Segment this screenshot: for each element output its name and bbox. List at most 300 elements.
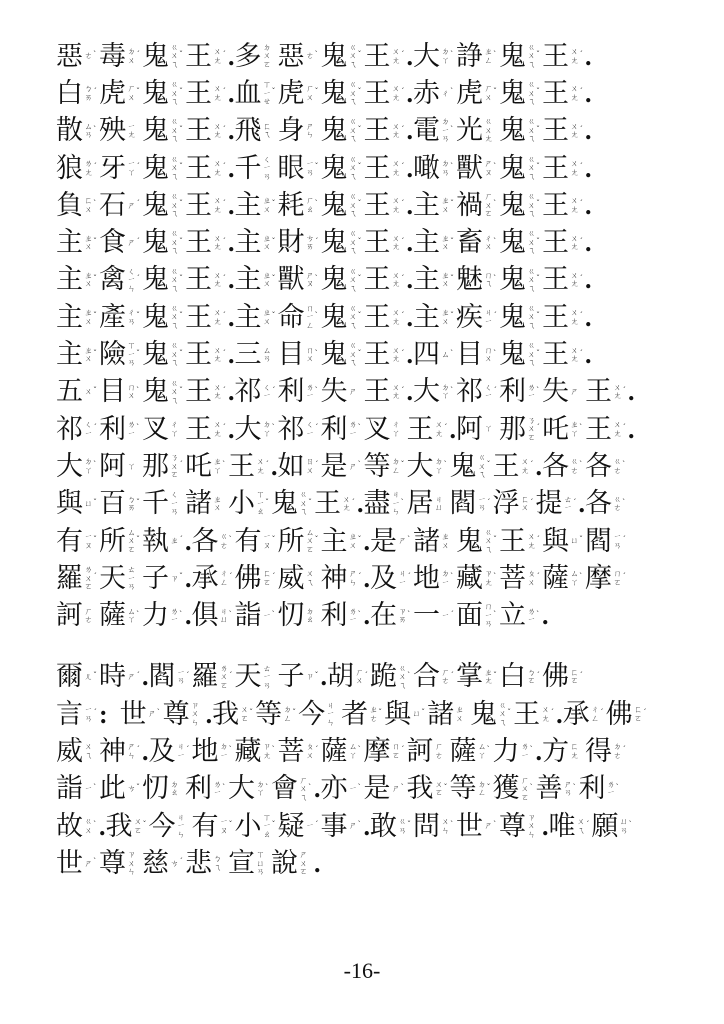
annotated-character [321, 448, 364, 485]
zhuyin-annotation [484, 85, 498, 102]
annotated-character [499, 560, 542, 597]
han-character: 王 [542, 227, 569, 259]
tone-mark: ˋ [179, 609, 183, 619]
han-character: 王 [542, 339, 569, 371]
zhuyin-symbols: ㄨ ㄤ [570, 47, 579, 65]
zhuyin-annotation [484, 160, 498, 177]
tone-mark: ˇ [357, 50, 362, 60]
han-character: 各 [191, 525, 219, 557]
han-character: 忉 [277, 600, 305, 632]
tone-mark: ˊ [536, 535, 540, 544]
zhuyin-annotation [392, 235, 406, 252]
period-punctuation: . [185, 601, 192, 631]
zhuyin-annotation [306, 570, 320, 587]
tone-mark: ˊ [400, 124, 405, 134]
zhuyin-symbols: ㄏ ㄜ [441, 667, 450, 686]
period-punctuation: . [406, 190, 413, 220]
zhuyin-symbols: ㄍ ㄨ ㄟ [170, 154, 179, 181]
tone-mark: ˋ [93, 857, 97, 867]
annotated-character [99, 150, 142, 187]
zhuyin-annotation [134, 818, 148, 835]
tone-mark: ˋ [314, 273, 319, 283]
zhuyin-symbols: ㄉ ㄧ ㄢ [441, 117, 450, 144]
tone-mark: ˊ [185, 745, 190, 755]
tone-mark: ˇ [179, 385, 183, 395]
tone-mark: ˋ [407, 535, 411, 544]
tone-mark: ˋ [529, 782, 534, 792]
annotated-character [585, 486, 628, 523]
han-character: 地 [413, 562, 440, 594]
zhuyin-annotation [527, 81, 541, 107]
zhuyin-annotation [213, 855, 227, 872]
tone-mark: ˋ [314, 199, 319, 209]
zhuyin-annotation [84, 566, 98, 592]
tone-mark: ˊ [93, 87, 97, 97]
tone-mark: ˊ [529, 460, 534, 470]
tone-mark: ˇ [357, 87, 362, 97]
annotated-character [585, 448, 628, 485]
zhuyin-symbols: ㄨ ㄤ [570, 270, 579, 289]
han-character: 主 [234, 227, 262, 259]
zhuyin-symbols: ㄨ ㄤ [213, 196, 222, 214]
zhuyin-symbols: ㄙ [441, 349, 450, 359]
period-punctuation: . [406, 153, 413, 183]
zhuyin-symbols: ㄔ ㄨ [484, 233, 493, 252]
annotated-character [235, 374, 278, 411]
zhuyin-annotation [84, 497, 98, 509]
zhuyin-symbols: ㄏ ㄨ [355, 667, 364, 686]
zhuyin-annotation [570, 458, 584, 475]
zhuyin-annotation [213, 781, 227, 798]
zhuyin-symbols: ㄕ ㄡ [306, 270, 314, 289]
tone-mark: ˇ [93, 311, 97, 321]
zhuyin-annotation [84, 782, 98, 794]
zhuyin-symbols: ㄓ ㄜ [369, 705, 378, 723]
tone-mark: ˋ [622, 460, 626, 470]
tone-mark: ˇ [493, 535, 497, 544]
han-character: 薩 [99, 600, 126, 632]
zhuyin-symbols: ㄨ ㄤ [392, 270, 400, 289]
period-punctuation: . [228, 190, 235, 220]
zhuyin-symbols: ㄍ ㄨ ㄟ [527, 266, 536, 293]
tone-mark: ˊ [136, 50, 140, 60]
zhuyin-annotation [570, 48, 584, 65]
annotated-character [99, 38, 142, 75]
han-character: 說 [271, 847, 298, 879]
tone-mark: ˊ [536, 670, 540, 680]
zhuyin-annotation [521, 496, 535, 513]
zhuyin-symbols: ㄉ ㄚ [256, 779, 265, 798]
zhuyin-symbols: ㄨ [84, 387, 93, 397]
zhuyin-symbols: ㄌ ㄧ [349, 420, 357, 438]
annotated-character [499, 523, 542, 560]
han-character: 今 [148, 810, 176, 842]
han-character: 叉 [142, 413, 169, 445]
annotated-character [321, 113, 364, 150]
tone-mark: ˊ [622, 423, 626, 433]
han-character: 鬼 [499, 227, 526, 259]
zhuyin-symbols: ㄨ ㄤ [213, 233, 222, 252]
zhuyin-symbols: ㄏ ㄨ ㄛ [521, 775, 529, 802]
annotated-character [542, 225, 585, 262]
zhuyin-annotation [478, 781, 492, 798]
period-punctuation: . [228, 265, 235, 295]
annotated-character [542, 337, 585, 374]
tone-mark: ˊ [222, 311, 226, 321]
tone-mark: ˊ [185, 670, 190, 680]
zhuyin-annotation [170, 118, 184, 144]
zhuyin-annotation [349, 342, 363, 368]
tone-mark: ˊ [400, 236, 405, 246]
zhuyin-symbols: ㄧ ㄡ [84, 532, 93, 550]
annotated-character [493, 448, 536, 485]
annotated-character [499, 187, 542, 224]
tone-mark: ˋ [536, 385, 540, 395]
zhuyin-symbols: ㄧ ㄡ [220, 817, 228, 835]
han-character: 世 [456, 810, 483, 842]
zhuyin-symbols: ㄕ [349, 821, 357, 831]
zhuyin-annotation [263, 309, 277, 326]
zhuyin-annotation [570, 537, 584, 546]
annotated-character [413, 187, 456, 224]
tone-mark: ˇ [400, 460, 405, 470]
zhuyin-annotation [220, 570, 234, 587]
annotated-character [235, 808, 278, 845]
tone-mark: ˋ [136, 423, 140, 433]
annotated-character [585, 560, 628, 597]
zhuyin-annotation [84, 385, 98, 397]
annotated-character [278, 659, 321, 696]
zhuyin-annotation [263, 272, 277, 289]
zhuyin-symbols: ㄨ ㄤ [613, 420, 622, 438]
zhuyin-annotation [527, 384, 541, 401]
zhuyin-symbols: ㄇ ㄨ [127, 382, 136, 401]
annotated-character [278, 113, 321, 150]
zhuyin-annotation [127, 236, 141, 248]
tone-mark: ˇ [357, 236, 362, 246]
zhuyin-annotation [441, 48, 455, 65]
han-character: 胡 [327, 661, 354, 693]
han-character: 宣 [228, 847, 255, 879]
zhuyin-annotation [283, 706, 297, 723]
zhuyin-annotation [441, 235, 455, 252]
annotated-character [450, 733, 493, 770]
han-character: 鬼 [142, 339, 169, 371]
zhuyin-symbols: ㄘ ㄞ [306, 233, 314, 252]
zhuyin-annotation [127, 782, 141, 794]
annotated-character [542, 733, 585, 770]
zhuyin-symbols: ㄈ ㄛ [263, 569, 271, 587]
annotated-character [499, 150, 542, 187]
tone-mark: ˇ [357, 535, 362, 544]
han-character: 言 [56, 698, 83, 730]
zhuyin-annotation [170, 537, 184, 546]
annotated-character [542, 299, 585, 336]
annotated-character [278, 523, 321, 560]
han-character: 多 [234, 40, 262, 72]
annotated-character [163, 696, 206, 733]
han-character: 薩 [320, 735, 348, 767]
zhuyin-symbols: ㄨ ㄤ [392, 47, 400, 65]
zhuyin-symbols: ㄕ [127, 200, 136, 210]
annotated-character [212, 696, 255, 733]
annotated-character [235, 598, 278, 635]
zhuyin-symbols: ㄉ ㄚ [435, 457, 443, 475]
period-punctuation: . [185, 526, 192, 556]
annotated-character [56, 523, 99, 560]
zhuyin-symbols: ㄕ [127, 672, 136, 682]
annotated-character [192, 560, 235, 597]
zhuyin-symbols: ㄨ ㄤ [213, 84, 222, 102]
han-character: 王 [542, 152, 569, 184]
scripture-page [56, 38, 676, 883]
annotated-character [364, 337, 407, 374]
han-character: 王 [363, 227, 391, 259]
han-character: 者 [341, 698, 369, 730]
zhuyin-annotation [170, 342, 184, 368]
zhuyin-annotation [240, 706, 254, 723]
zhuyin-annotation [484, 193, 498, 219]
zhuyin-symbols: ㄨ ㄤ [213, 420, 222, 438]
zhuyin-symbols: ㄍ ㄨ ㄟ [349, 154, 357, 181]
annotated-character [364, 486, 407, 523]
zhuyin-symbols: ㄨ ㄤ [570, 308, 579, 326]
annotated-character [542, 187, 585, 224]
han-character: 光 [456, 115, 483, 147]
annotated-character [499, 225, 542, 262]
annotated-character [298, 696, 341, 733]
annotated-character [142, 374, 185, 411]
zhuyin-annotation [349, 822, 363, 831]
tone-mark: ˇ [407, 820, 411, 830]
zhuyin-symbols: ㄧ ㄢ [177, 667, 185, 686]
zhuyin-symbols: ㄓ ㄚ [570, 420, 579, 438]
zhuyin-symbols: ㄓ ㄨ [441, 270, 450, 289]
zhuyin-symbols: ㄧ ㄚ [127, 159, 136, 177]
zhuyin-annotation [570, 570, 584, 587]
zhuyin-annotation [306, 384, 320, 401]
zhuyin-annotation [84, 347, 98, 364]
zhuyin-symbols: ㄍ ㄨ ㄟ [170, 42, 179, 69]
han-character: 獸 [277, 264, 305, 296]
tone-mark: ˊ [179, 857, 183, 867]
zhuyin-symbols: ㄆ ㄨ [306, 742, 314, 760]
zhuyin-annotation [213, 309, 227, 326]
zhuyin-annotation [306, 85, 320, 102]
tone-mark: ˊ [222, 236, 226, 246]
annotated-character [456, 225, 499, 262]
annotated-character [56, 262, 99, 299]
annotated-character [413, 113, 456, 150]
han-character: 提 [535, 488, 563, 520]
tone-mark: ˋ [271, 745, 276, 755]
annotated-character [278, 337, 321, 374]
han-character: 白 [56, 77, 83, 109]
tone-mark: ˇ [536, 236, 540, 246]
text-line [56, 224, 676, 261]
annotated-character [407, 411, 450, 448]
zhuyin-annotation [484, 425, 498, 434]
zhuyin-annotation [392, 160, 406, 177]
zhuyin-symbols: ㄨ ㄤ [392, 382, 400, 401]
zhuyin-annotation [435, 496, 449, 513]
annotated-character [278, 38, 321, 75]
annotated-character [142, 75, 185, 112]
zhuyin-annotation [392, 491, 406, 517]
period-punctuation: . [142, 736, 149, 766]
tone-mark: ˊ [179, 460, 183, 470]
zhuyin-symbols: ㄨ ㄤ [392, 196, 400, 214]
zhuyin-symbols: ㄧ ㄢ [613, 532, 622, 550]
annotated-character [271, 771, 314, 808]
zhuyin-symbols: ㄅ ㄛ [527, 667, 536, 686]
han-character: 鬼 [320, 40, 348, 72]
zhuyin-annotation [263, 533, 277, 550]
tone-mark: ˊ [622, 385, 626, 395]
zhuyin-annotation [521, 777, 535, 803]
tone-mark: ˇ [179, 572, 183, 582]
annotated-character [413, 150, 456, 187]
zhuyin-symbols: ㄗ ㄨ ㄣ [191, 700, 200, 727]
annotated-character [235, 262, 278, 299]
tone-mark: ˇ [179, 311, 183, 321]
zhuyin-symbols: ㄨ ㄤ [570, 121, 579, 140]
tone-mark: ˋ [357, 820, 362, 830]
annotated-character [106, 808, 149, 845]
annotated-character [364, 733, 407, 770]
annotated-character [56, 808, 99, 845]
tone-mark: ˋ [628, 820, 633, 830]
annotated-character [321, 150, 364, 187]
zhuyin-annotation [570, 309, 584, 326]
zhuyin-annotation [570, 160, 584, 177]
han-character: 鬼 [320, 301, 348, 333]
annotated-character [120, 696, 163, 733]
zhuyin-symbols: ㄅ ㄞ [127, 494, 136, 513]
han-character: 忉 [142, 773, 169, 805]
zhuyin-annotation [220, 818, 234, 835]
zhuyin-symbols: ㄜ [306, 51, 314, 61]
tone-mark: ˇ [579, 535, 583, 544]
han-character: 有 [56, 525, 83, 557]
zhuyin-symbols: ㄐ ㄧ [177, 742, 185, 760]
han-character: 諸 [413, 525, 440, 557]
zhuyin-symbols: ㄌ ㄧ [607, 779, 615, 798]
annotated-character [592, 808, 635, 845]
tone-mark: ˊ [93, 708, 97, 718]
period-punctuation: . [406, 228, 413, 258]
zhuyin-annotation [527, 230, 541, 256]
annotated-character [413, 299, 456, 336]
zhuyin-annotation [127, 268, 141, 294]
han-character: 王 [363, 115, 391, 147]
annotated-character [450, 486, 493, 523]
han-character: 如 [277, 450, 305, 482]
annotated-character [456, 75, 499, 112]
zhuyin-symbols: ㄐ ㄧ ㄣ [177, 812, 185, 839]
annotated-character [99, 374, 142, 411]
zhuyin-symbols: ㄕ [84, 858, 93, 868]
zhuyin-symbols: ㄨ ㄤ [213, 121, 222, 140]
han-character: 目 [277, 339, 305, 371]
period-punctuation: . [228, 116, 235, 146]
text-line [56, 299, 676, 336]
annotated-character [185, 187, 228, 224]
annotated-character [542, 374, 585, 411]
han-character: 佛 [234, 562, 262, 594]
zhuyin-symbols: ㄍ ㄨ ㄟ [349, 117, 357, 144]
zhuyin-symbols: ㄍ ㄨ ㄟ [170, 229, 179, 256]
zhuyin-annotation [263, 123, 277, 140]
zhuyin-annotation [263, 570, 277, 587]
zhuyin-symbols: ㄍ ㄨ ㄤ [484, 117, 493, 144]
zhuyin-symbols: ㄧ ㄢ [306, 159, 314, 177]
annotated-character [321, 187, 364, 224]
zhuyin-annotation [484, 347, 498, 364]
tone-mark: ˋ [536, 609, 540, 619]
tone-mark: ˇ [93, 236, 97, 246]
han-character: 尊 [162, 698, 190, 730]
zhuyin-annotation [620, 818, 634, 835]
han-character: 有 [234, 525, 262, 557]
tone-mark: ˋ [228, 745, 233, 755]
tone-mark: ˋ [450, 50, 454, 60]
zhuyin-symbols: ㄔ [441, 88, 450, 98]
tone-mark: ˇ [292, 708, 297, 718]
han-character: 祁 [456, 376, 483, 408]
annotated-character [185, 845, 228, 882]
annotated-character [327, 659, 370, 696]
tone-mark: ˊ [486, 497, 491, 507]
tone-mark: ˊ [136, 162, 140, 172]
zhuyin-symbols: ㄌ ㄧ [527, 606, 536, 625]
han-character: 小 [228, 488, 255, 520]
zhuyin-annotation [342, 496, 356, 513]
zhuyin-symbols: ㄧ [306, 821, 314, 831]
tone-mark: ˊ [222, 50, 226, 60]
tone-mark: ˇ [93, 497, 97, 507]
annotated-character [542, 75, 585, 112]
zhuyin-annotation [306, 347, 320, 364]
annotated-character [56, 113, 99, 150]
tone-mark: ˋ [357, 745, 362, 755]
han-character: 主 [413, 189, 440, 221]
zhuyin-annotation [213, 197, 227, 214]
han-character: 得 [585, 735, 612, 767]
zhuyin-symbols: ㄚ [127, 461, 136, 471]
han-character: 利 [320, 600, 348, 632]
text-line [56, 597, 676, 634]
annotated-character [56, 486, 99, 523]
zhuyin-symbols: ㄈ ㄨ [84, 196, 93, 214]
zhuyin-symbols: ㄓ ㄨ [263, 308, 271, 326]
annotated-character [99, 598, 142, 635]
tone-mark: ˋ [308, 782, 312, 792]
han-character: 薩 [542, 562, 569, 594]
annotated-character [278, 187, 321, 224]
zhuyin-symbols: ㄨ ㄤ [392, 121, 400, 140]
zhuyin-symbols: ㄗ ㄤ [484, 569, 493, 587]
zhuyin-annotation [213, 496, 227, 513]
tone-mark: ˇ [93, 273, 97, 283]
zhuyin-annotation [349, 230, 363, 256]
zhuyin-annotation [127, 566, 141, 592]
han-character: 敢 [370, 810, 397, 842]
zhuyin-annotation [441, 118, 455, 144]
annotated-character [278, 448, 321, 485]
zhuyin-symbols: ㄩ [570, 536, 579, 546]
annotated-character [142, 560, 185, 597]
